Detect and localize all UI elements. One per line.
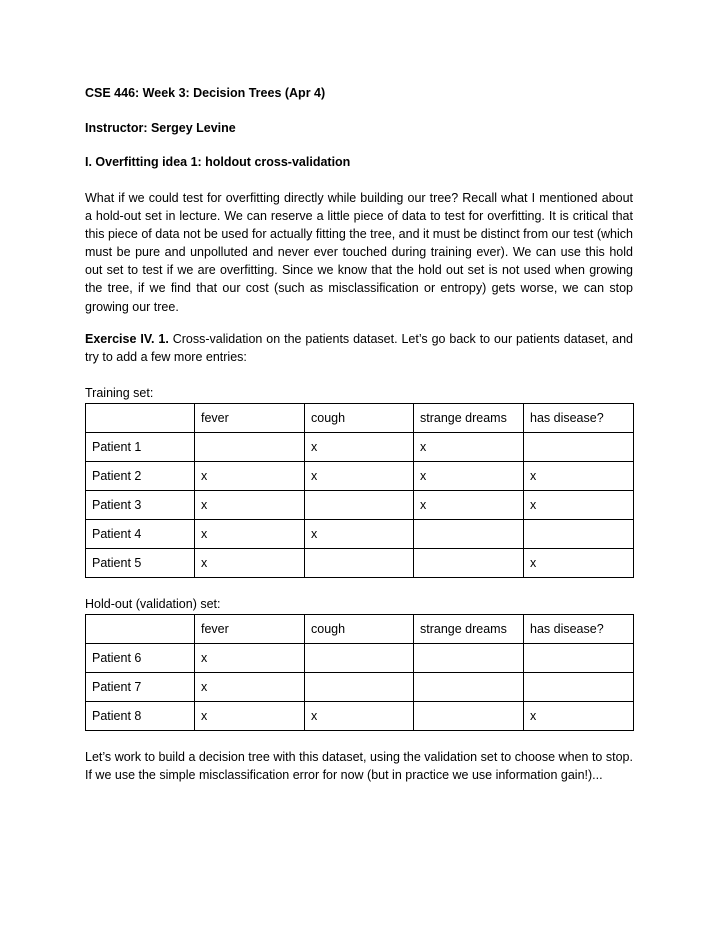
column-header: strange dreams <box>414 615 524 644</box>
table-cell: x <box>414 491 524 520</box>
training-table <box>85 403 634 578</box>
table-cell <box>414 644 524 673</box>
table-cell <box>414 520 524 549</box>
instructor-line: Instructor: Sergey Levine <box>85 121 236 135</box>
table-cell <box>305 549 414 578</box>
column-header: strange dreams <box>414 404 524 433</box>
table-cell: Patient 5 <box>86 549 195 578</box>
table-row <box>86 462 634 491</box>
table-cell <box>414 673 524 702</box>
document-title: CSE 446: Week 3: Decision Trees (Apr 4) <box>85 86 326 100</box>
section-heading: I. Overfitting idea 1: holdout cross-validation <box>85 155 351 169</box>
column-header <box>86 615 195 644</box>
table-row <box>86 549 634 578</box>
table-row <box>86 702 634 731</box>
closing-paragraph: Let’s work to build a decision tree with this dataset, using the validation set to choose when to stop. If we use the simple misclassification error for now (but in practice we use information gain!)... <box>85 750 633 783</box>
table-cell: x <box>524 702 634 731</box>
table-cell <box>524 644 634 673</box>
exercise-paragraph <box>85 330 633 366</box>
exercise-label: Exercise IV. 1. <box>85 332 169 346</box>
table-cell: x <box>195 549 305 578</box>
table-cell: Patient 2 <box>86 462 195 491</box>
table-cell <box>524 433 634 462</box>
table-cell: x <box>195 644 305 673</box>
table-cell: x <box>305 462 414 491</box>
table-cell: x <box>195 462 305 491</box>
table-row <box>86 433 634 462</box>
table-cell <box>305 644 414 673</box>
table-cell: x <box>305 520 414 549</box>
table-cell: x <box>195 673 305 702</box>
table-header-row <box>86 615 634 644</box>
table-cell: Patient 1 <box>86 433 195 462</box>
table-cell: x <box>195 491 305 520</box>
intro-paragraph: What if we could test for overfitting directly while building our tree? Recall what I mentioned about a hold-out set in lecture. We can reserve a little piece of data to test for overfitting. It is critical that this piece of data not be used for actually fitting the tree, and it must be distinct from our test (which must be pure and unpolluted and never ever touched during training ever). We can use this hold out set to test if we are overfitting. Since we know that the hold out set is not used when growing the tree, if we find that our cost (such as misclassification or entropy) gets worse, we can stop growing our tree. <box>85 191 633 314</box>
table-cell: Patient 8 <box>86 702 195 731</box>
table-cell: x <box>305 433 414 462</box>
table-cell: Patient 7 <box>86 673 195 702</box>
table-cell: x <box>524 491 634 520</box>
table-cell: x <box>524 462 634 491</box>
table-cell <box>414 702 524 731</box>
table-cell: Patient 6 <box>86 644 195 673</box>
column-header: has disease? <box>524 404 634 433</box>
column-header: cough <box>305 404 414 433</box>
table-cell <box>414 549 524 578</box>
table-cell <box>305 491 414 520</box>
column-header: cough <box>305 615 414 644</box>
table-row <box>86 644 634 673</box>
table-cell: x <box>414 433 524 462</box>
table-cell: x <box>195 520 305 549</box>
table-cell <box>524 520 634 549</box>
table-cell: Patient 4 <box>86 520 195 549</box>
exercise-text: Cross-validation on the patients dataset. Let’s go back to our patients dataset, and try to add a few more entries: <box>85 332 633 365</box>
table-row <box>86 520 634 549</box>
table-cell: Patient 3 <box>86 491 195 520</box>
table-row <box>86 673 634 702</box>
holdout-table <box>85 614 634 731</box>
column-header <box>86 404 195 433</box>
table-cell: x <box>305 702 414 731</box>
table-cell: x <box>414 462 524 491</box>
training-set-label: Training set: <box>85 386 154 400</box>
table-header-row <box>86 404 634 433</box>
table-cell <box>524 673 634 702</box>
table-cell <box>195 433 305 462</box>
table-row <box>86 491 634 520</box>
table-cell: x <box>524 549 634 578</box>
column-header: fever <box>195 615 305 644</box>
column-header: has disease? <box>524 615 634 644</box>
table-cell: x <box>195 702 305 731</box>
table-cell <box>305 673 414 702</box>
holdout-set-label: Hold-out (validation) set: <box>85 597 221 611</box>
column-header: fever <box>195 404 305 433</box>
